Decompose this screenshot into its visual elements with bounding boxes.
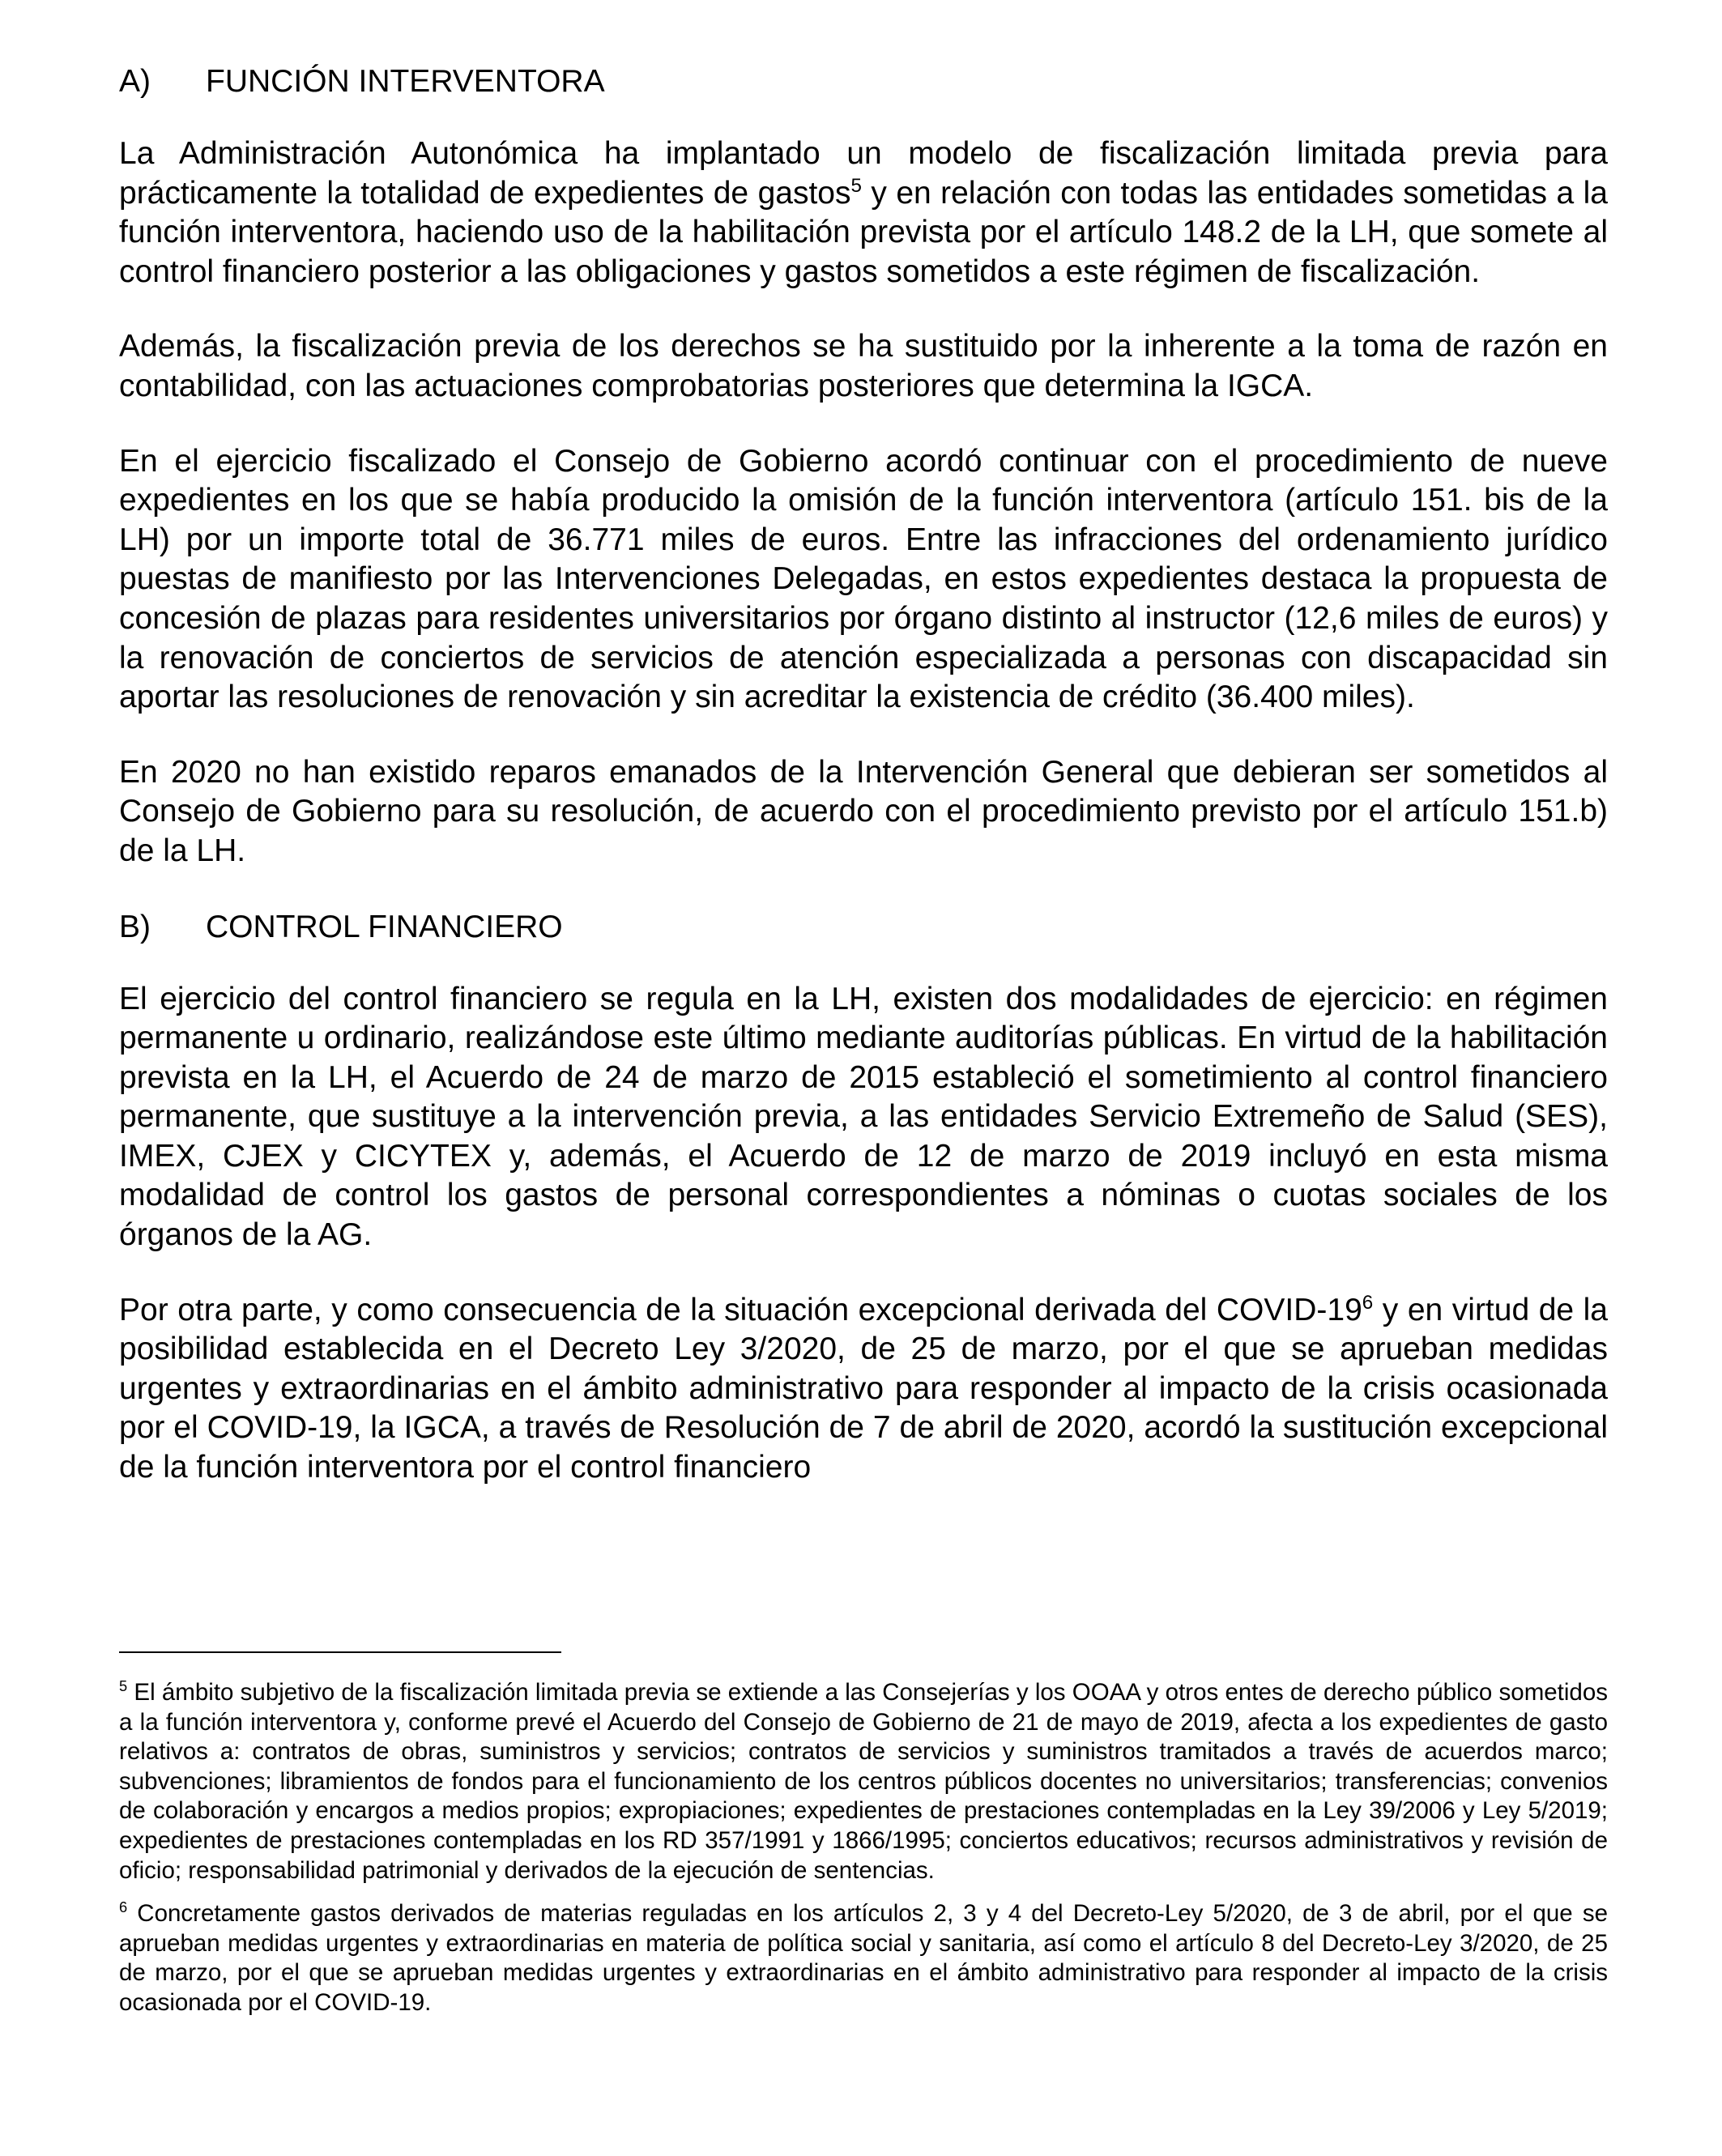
section-a-title: FUNCIÓN INTERVENTORA	[206, 64, 605, 99]
paragraph-a1-text-start: La Administración Autonómica ha implantado un modelo de fiscalización limitada previa para prácticamente la totalidad de expedientes de gastos	[119, 136, 1608, 211]
footnote-separator	[119, 1651, 561, 1653]
footnote-6-text: Concretamente gastos derivados de materias reguladas en los artículos 2, 3 y 4 del Decreto-Ley 5/2020, de 3 de abril, por el que se aprueban medidas urgentes y extraordinarias en materia de política social y sanitaria, así como el artículo 8 del Decreto-Ley 3/2020, de 25 de marzo, por el que se aprueban medidas urgentes y extraordinarias en el ámbito administrativo para responder al impacto de la crisis ocasionada por el COVID-19.	[119, 1900, 1608, 2016]
section-b-title: CONTROL FINANCIERO	[206, 909, 563, 944]
paragraph-a4: En 2020 no han existido reparos emanados de la Intervención General que debieran ser sometidos al Consejo de Gobierno para su resolución, de acuerdo con el procedimiento previsto por el artículo 151.b) de la LH.	[119, 754, 1608, 868]
document-body	[119, 62, 1608, 1520]
section-a-letter: A)	[119, 64, 151, 99]
footnote-ref-5[interactable]: 5	[850, 174, 862, 197]
section-a-heading	[119, 62, 1608, 102]
paragraph-a3: En el ejercicio fiscalizado el Consejo de Gobierno acordó continuar con el procedimiento de nueve expedientes en los que se había producido la omisión de la función interventora (artículo 151. bis de la LH) por un importe total de 36.771 miles de euros. Entre las infracciones del ordenamiento jurídico puestas de manifiesto por las Intervenciones Delegadas, en estos expedientes destaca la propuesta de concesión de plazas para residentes universitarios por órgano distinto al instructor (12,6 miles de euros) y la renovación de conciertos de servicios de atención especializada a personas con discapacidad sin aportar las resoluciones de renovación y sin acreditar la existencia de crédito (36.400 miles).	[119, 443, 1608, 715]
paragraph-a2: Además, la fiscalización previa de los derechos se ha sustituido por la inherente a la toma de razón en contabilidad, con las actuaciones comprobatorias posteriores que determina la IGCA.	[119, 329, 1608, 403]
section-b-letter: B)	[119, 909, 151, 944]
footnotes-section	[119, 1651, 1608, 2032]
paragraph-b2-text-start: Por otra parte, y como consecuencia de la situación excepcional derivada del COVID-19	[119, 1292, 1362, 1327]
footnote-6-mark: 6	[119, 1898, 128, 1916]
paragraph-b2-text-end: y en virtud de la posibilidad establecida en el Decreto Ley 3/2020, de 25 de marzo, por el que se aprueban medidas urgentes y extraordinarias en el ámbito administrativo para responder al impacto de la crisis ocasionada por el COVID-19, la IGCA, a través de Resolución de 7 de abril de 2020, acordó la sustitución excepcional de la función interventora por el control financiero	[119, 1292, 1608, 1485]
paragraph-a1	[119, 134, 1608, 292]
footnote-5	[119, 1678, 1608, 1885]
footnote-5-text: El ámbito subjetivo de la fiscalización limitada previa se extiende a las Consejerías y los OOAA y otros entes de derecho público sometidos a la función interventora y, conforme prevé el Acuerdo del Consejo de Gobierno de 21 de mayo de 2019, afecta a los expedientes de gasto relativos a: contratos de obras, suministros y servicios; contratos de servicios y suministros tramitados a través de acuerdos marco; subvenciones; libramientos de fondos para el funcionamiento de los centros públicos docentes no universitarios; transferencias; convenios de colaboración y encargos a medios propios; expropiaciones; expedientes de prestaciones contempladas en la Ley 39/2006 y Ley 5/2019; expedientes de prestaciones contempladas en los RD 357/1991 y 1866/1995; conciertos educativos; recursos administrativos y revisión de oficio; responsabilidad patrimonial y derivados de la ejecución de sentencias.	[119, 1679, 1608, 1884]
paragraph-a1-text-end: y en relación con todas las entidades sometidas a la función interventora, haciendo uso de la habilitación prevista por el artículo 148.2 de la LH, que somete al control financiero posterior a las obligaciones y gastos sometidos a este régimen de fiscalización.	[119, 175, 1609, 289]
paragraph-b2	[119, 1291, 1608, 1488]
section-b-heading	[119, 907, 1608, 948]
footnote-5-mark: 5	[119, 1677, 128, 1695]
paragraph-b1: El ejercicio del control financiero se regula en la LH, existen dos modalidades de ejercicio: en régimen permanente u ordinario, realizándose este último mediante auditorías públicas. En virtud de la habilitación prevista en la LH, el Acuerdo de 24 de marzo de 2015 estableció el sometimiento al control financiero permanente, que sustituye a la intervención previa, a las entidades Servicio Extremeño de Salud (SES), IMEX, CJEX y CICYTEX y, además, el Acuerdo de 12 de marzo de 2019 incluyó en esta misma modalidad de control los gastos de personal correspondientes a nóminas o cuotas sociales de los órganos de la AG.	[119, 981, 1608, 1253]
footnote-6	[119, 1899, 1608, 2018]
footnote-ref-6[interactable]: 6	[1362, 1291, 1374, 1314]
